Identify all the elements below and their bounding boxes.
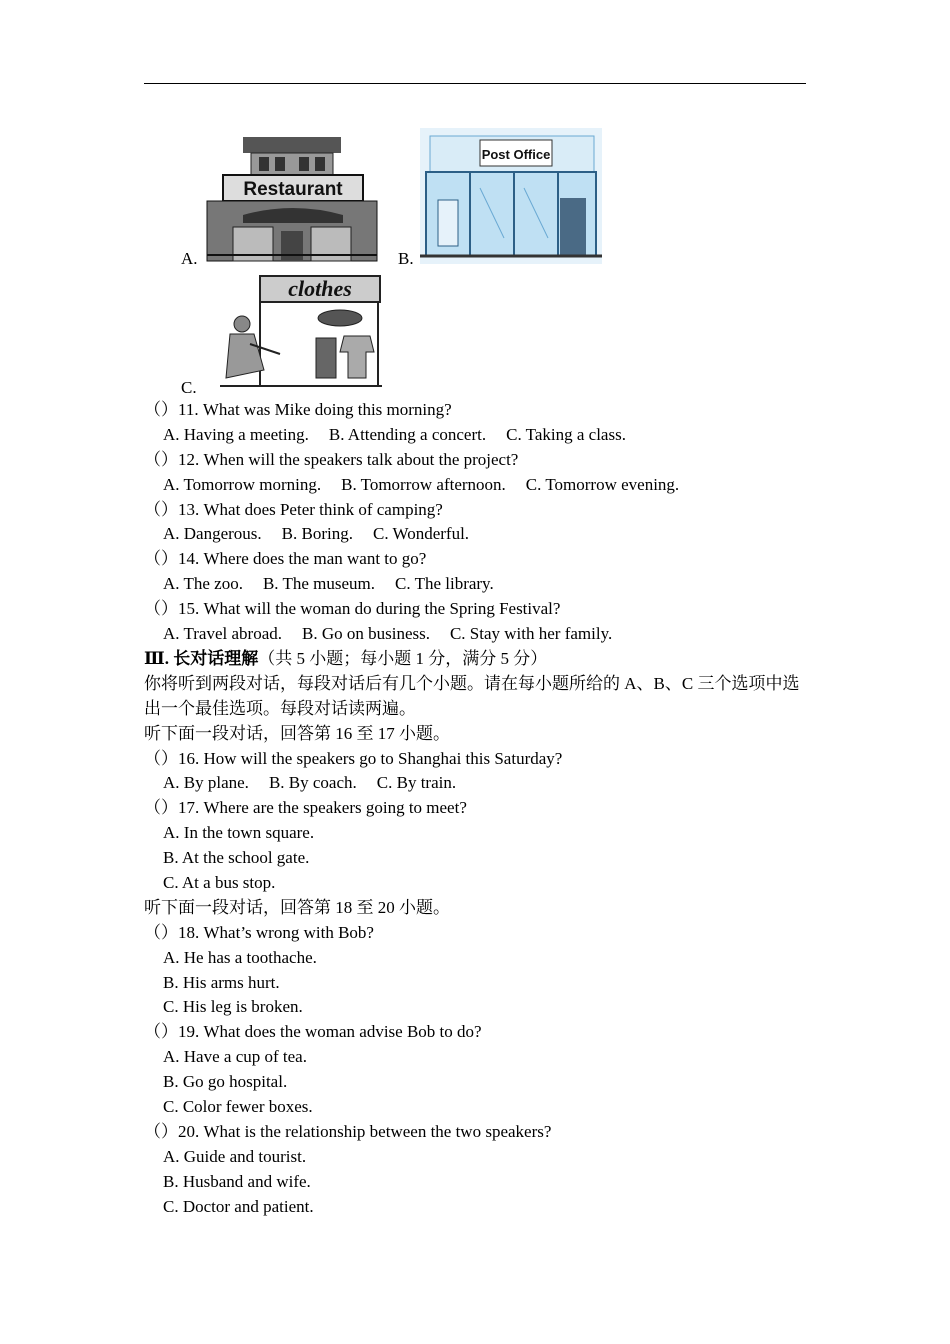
option-19-b[interactable]: B. Go go hospital.	[163, 1072, 288, 1092]
question-12[interactable]: （）12. When will the speakers talk about the project?	[144, 449, 519, 469]
questions-area	[144, 398, 814, 1219]
options-12	[144, 473, 814, 498]
header-rule	[144, 83, 806, 84]
option-18-b[interactable]: B. His arms hurt.	[163, 972, 280, 992]
question-18[interactable]: （）18. What’s wrong with Bob?	[144, 922, 374, 942]
option-17-c[interactable]: C. At a bus stop.	[163, 872, 276, 892]
option-16-b[interactable]: B. By coach.	[268, 773, 357, 793]
option-20-c[interactable]: C. Doctor and patient.	[163, 1196, 314, 1216]
option-20-a[interactable]: A. Guide and tourist.	[163, 1146, 307, 1166]
question-13[interactable]: （）13. What does Peter think of camping?	[144, 499, 443, 519]
question-20[interactable]: （）20. What is the relationship between the two speakers?	[144, 1121, 552, 1141]
option-14-b[interactable]: B. The museum.	[262, 574, 376, 594]
section-3-heading	[144, 647, 814, 672]
option-17-b[interactable]: B. At the school gate.	[163, 848, 310, 868]
question-16[interactable]: （）16. How will the speakers go to Shanghai this Saturday?	[144, 748, 563, 768]
option-15-a[interactable]: A. Travel abroad.	[163, 624, 282, 644]
section-3-title: Ⅲ. 长对话理解	[144, 648, 259, 668]
options-13	[144, 522, 814, 547]
clothes-sign-text: clothes	[288, 276, 352, 301]
option-19-a[interactable]: A. Have a cup of tea.	[163, 1047, 307, 1067]
question-11[interactable]: （）11. What was Mike doing this morning?	[144, 400, 452, 419]
options-11	[144, 423, 814, 448]
option-20-b[interactable]: B. Husband and wife.	[163, 1171, 311, 1191]
option-14-a[interactable]: A. The zoo.	[163, 574, 243, 594]
picture-a-label[interactable]: A.	[181, 249, 198, 268]
option-15-c[interactable]: C. Stay with her family.	[449, 624, 613, 644]
option-11-b[interactable]: B. Attending a concert.	[328, 424, 487, 444]
section-3-note: （共 5 小题；每小题 1 分，满分 5 分）	[258, 648, 548, 668]
option-11-c[interactable]: C. Taking a class.	[506, 424, 626, 444]
restaurant-sign-text: Restaurant	[243, 179, 343, 200]
section-3-instruction: 你将听到两段对话，每段对话后有几个小题。请在每小题所给的 A、B、C 三个选项中选出一个最佳选项。每段对话读两遍。	[144, 673, 800, 718]
option-13-a[interactable]: A. Dangerous.	[163, 524, 262, 544]
picture-b-label[interactable]: B.	[398, 249, 414, 268]
option-17-a[interactable]: A. In the town square.	[163, 823, 315, 843]
option-12-a[interactable]: A. Tomorrow morning.	[163, 474, 322, 494]
restaurant-building-icon[interactable]	[203, 135, 381, 263]
post-office-building-icon[interactable]	[420, 128, 602, 264]
question-19[interactable]: （）19. What does the woman advise Bob to do?	[144, 1022, 482, 1042]
option-12-c[interactable]: C. Tomorrow evening.	[525, 474, 680, 494]
option-19-c[interactable]: C. Color fewer boxes.	[163, 1096, 313, 1116]
option-12-b[interactable]: B. Tomorrow afternoon.	[341, 474, 506, 494]
dialog-2-intro: 听下面一段对话，回答第 18 至 20 小题。	[144, 897, 450, 917]
question-14[interactable]: （）14. Where does the man want to go?	[144, 549, 427, 569]
options-16	[144, 771, 814, 796]
question-15[interactable]: （）15. What will the woman do during the Spring Festival?	[144, 599, 561, 619]
options-14	[144, 572, 814, 597]
option-15-b[interactable]: B. Go on business.	[301, 624, 430, 644]
picture-c-label[interactable]: C.	[181, 378, 197, 397]
options-15	[144, 622, 814, 647]
clothes-shop-icon[interactable]	[220, 274, 382, 388]
option-13-c[interactable]: C. Wonderful.	[372, 524, 470, 544]
option-18-a[interactable]: A. He has a toothache.	[163, 947, 317, 967]
question-17[interactable]: （）17. Where are the speakers going to meet?	[144, 798, 467, 818]
option-13-b[interactable]: B. Boring.	[281, 524, 353, 544]
dialog-1-intro: 听下面一段对话，回答第 16 至 17 小题。	[144, 723, 450, 743]
option-14-c[interactable]: C. The library.	[395, 574, 494, 594]
option-16-a[interactable]: A. By plane.	[163, 773, 249, 793]
post-office-sign-text: Post Office	[481, 147, 551, 162]
option-16-c[interactable]: C. By train.	[376, 773, 457, 793]
option-18-c[interactable]: C. His leg is broken.	[163, 997, 303, 1017]
option-11-a[interactable]: A. Having a meeting.	[163, 424, 309, 444]
